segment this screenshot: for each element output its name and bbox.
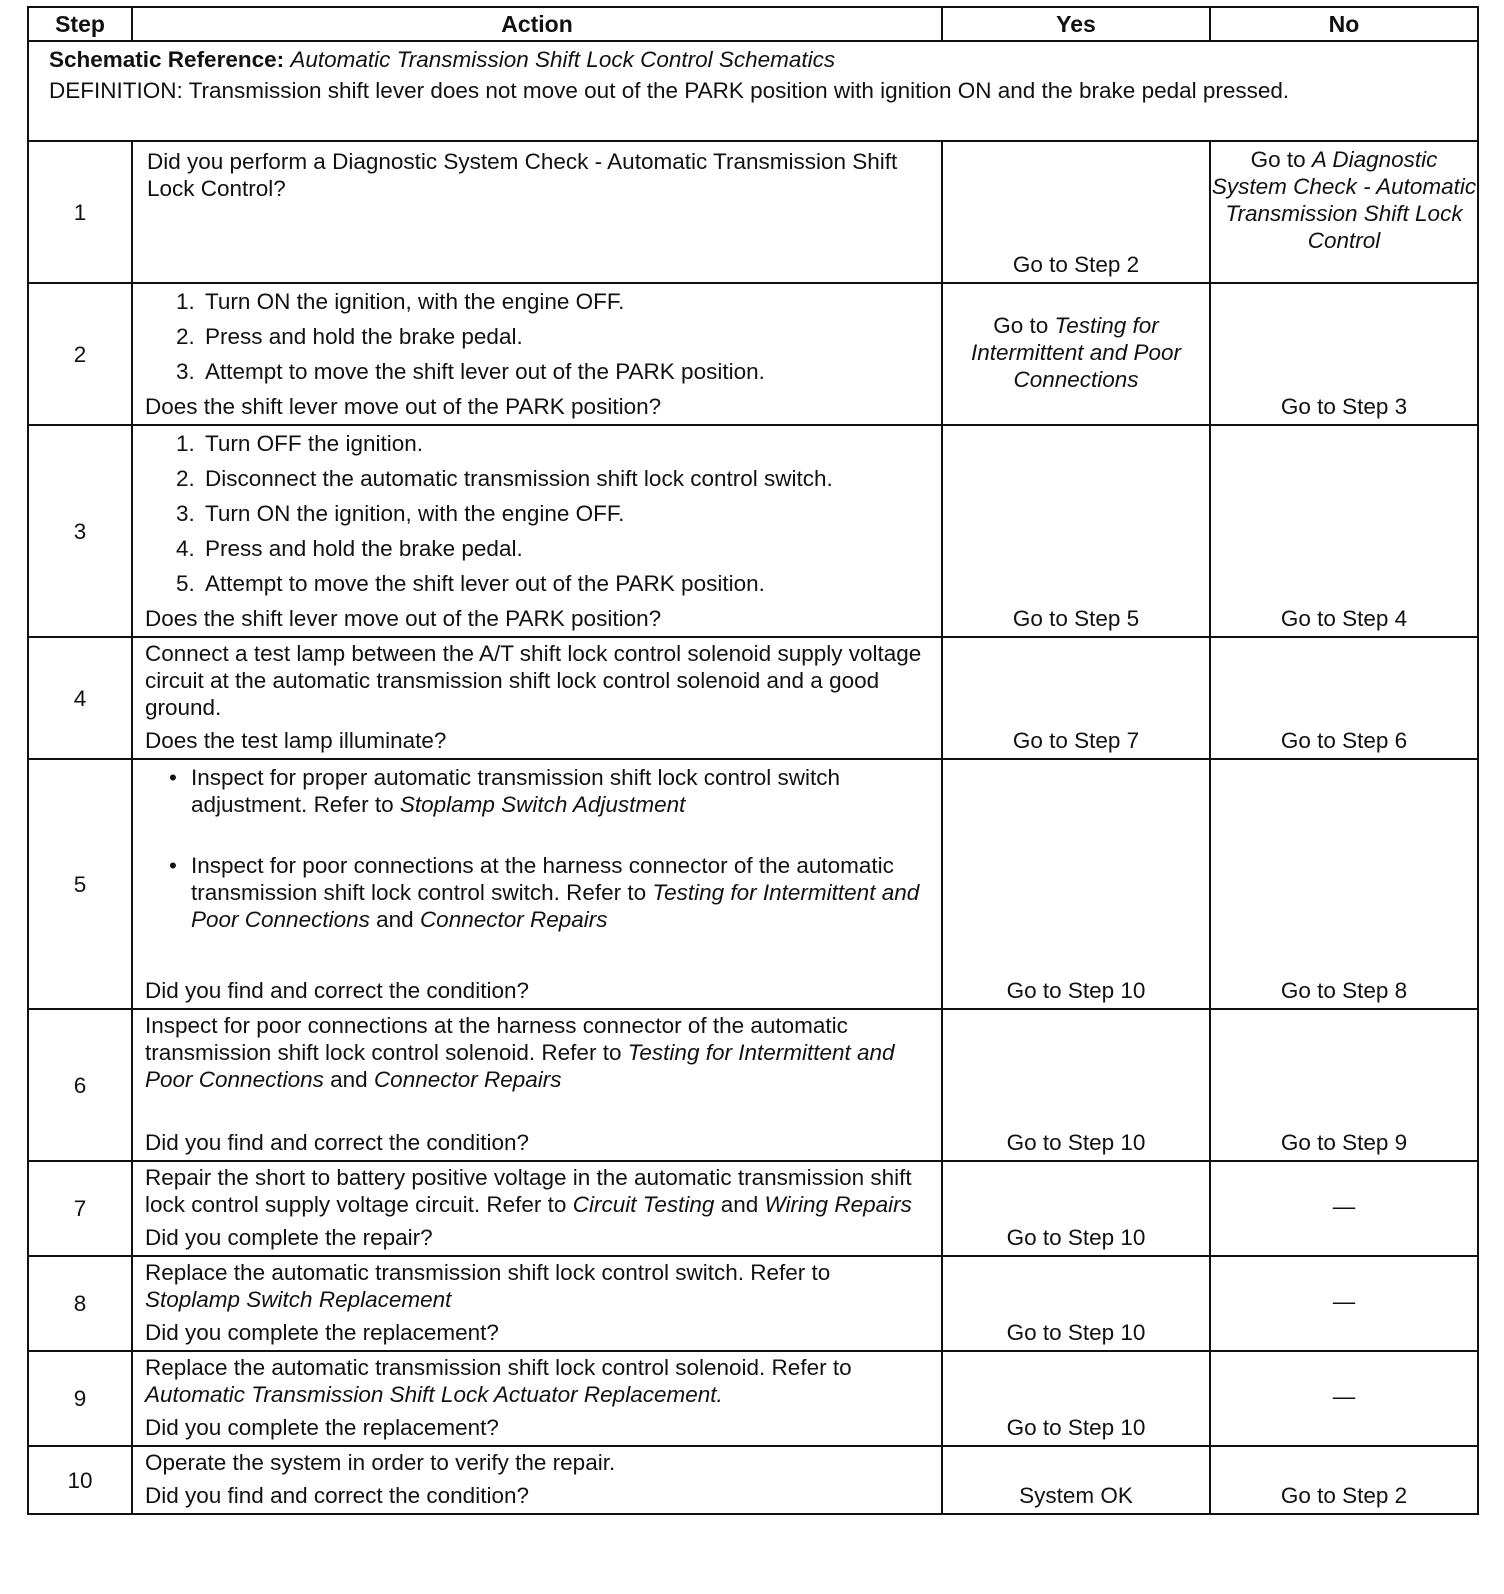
action-cell xyxy=(132,141,942,283)
table-row xyxy=(28,637,1478,759)
action-text xyxy=(145,1259,931,1313)
reference-row xyxy=(28,41,1478,141)
bullet-link[interactable]: Connector Repairs xyxy=(419,907,608,932)
no-prefix: Go to xyxy=(1250,147,1306,172)
step-number: 5 xyxy=(28,759,132,1009)
no-cell[interactable]: Go to Step 2 xyxy=(1210,1446,1478,1514)
yes-cell[interactable]: Go to Step 2 xyxy=(942,141,1210,283)
no-cell[interactable] xyxy=(1210,141,1478,283)
question-text: Does the shift lever move out of the PARK position? xyxy=(145,394,662,419)
action-text: Connect a test lamp between the A/T shift lock control solenoid supply voltage circuit at the automatic transmission shift lock control solenoid and a good ground. xyxy=(145,641,922,720)
action-link[interactable]: Stoplamp Switch Replacement xyxy=(145,1287,452,1312)
table-row xyxy=(28,759,1478,1009)
action-and: and xyxy=(330,1067,368,1092)
step-number: 2 xyxy=(28,283,132,425)
table-row xyxy=(28,425,1478,637)
action-link[interactable]: Testing for Intermittent and Poor Connections xyxy=(145,1040,895,1092)
step-number: 9 xyxy=(28,1351,132,1446)
header-row xyxy=(28,7,1478,41)
yes-cell[interactable]: Go to Step 10 xyxy=(942,1161,1210,1256)
step-number: 6 xyxy=(28,1009,132,1161)
bullet-link[interactable]: Stoplamp Switch Adjustment xyxy=(399,792,686,817)
list-item: 2. Disconnect the automatic transmission shift lock control switch. xyxy=(201,465,931,492)
bullet-text: Inspect for proper automatic transmission shift lock control switch adjustment. Refer to xyxy=(191,765,841,817)
question-text: Does the shift lever move out of the PARK position? xyxy=(145,606,662,631)
action-body: Replace the automatic transmission shift lock control solenoid. Refer to xyxy=(145,1355,852,1380)
yes-link[interactable]: Testing for Intermittent and Poor Connections xyxy=(970,312,1182,392)
list-item: 4. Press and hold the brake pedal. xyxy=(201,535,931,562)
action-text: Operate the system in order to verify the repair. xyxy=(145,1450,616,1475)
yes-cell[interactable]: Go to Step 7 xyxy=(942,637,1210,759)
action-body: Repair the short to battery positive voltage in the automatic transmission shift lock control supply voltage circuit. Refer to xyxy=(145,1165,912,1217)
action-body: Inspect for poor connections at the harness connector of the automatic transmission shift lock control solenoid. Refer to xyxy=(145,1013,848,1065)
table-row xyxy=(28,1351,1478,1446)
list-item: 5. Attempt to move the shift lever out of the PARK position. xyxy=(201,570,931,597)
step-number: 3 xyxy=(28,425,132,637)
question-text: Did you find and correct the condition? xyxy=(145,978,529,1003)
action-and: and xyxy=(720,1192,759,1217)
action-text xyxy=(145,1012,931,1093)
table-row xyxy=(28,1446,1478,1514)
step-number: 8 xyxy=(28,1256,132,1351)
no-cell[interactable]: Go to Step 3 xyxy=(1210,283,1478,425)
no-cell[interactable]: Go to Step 9 xyxy=(1210,1009,1478,1161)
bullet-item xyxy=(191,764,931,818)
question-text: Did you find and correct the condition? xyxy=(145,1130,529,1155)
step-number: 10 xyxy=(28,1446,132,1514)
bullet-and: and xyxy=(376,907,414,932)
action-body: Replace the automatic transmission shift lock control switch. Refer to xyxy=(145,1260,831,1285)
action-link[interactable]: Circuit Testing xyxy=(572,1192,715,1217)
step-number: 1 xyxy=(28,141,132,283)
no-cell[interactable]: Go to Step 8 xyxy=(1210,759,1478,1009)
list-item: 1. Turn OFF the ignition. xyxy=(201,430,931,457)
yes-cell[interactable]: Go to Step 10 xyxy=(942,1351,1210,1446)
yes-cell[interactable]: Go to Step 5 xyxy=(942,425,1210,637)
schematic-reference-label: Schematic Reference: xyxy=(49,47,285,72)
action-cell xyxy=(132,1009,942,1161)
yes-cell[interactable] xyxy=(942,283,1210,425)
table-row xyxy=(28,1161,1478,1256)
action-link[interactable]: Wiring Repairs xyxy=(764,1192,912,1217)
action-text xyxy=(145,1164,931,1218)
action-cell xyxy=(132,425,942,637)
step-number: 7 xyxy=(28,1161,132,1256)
yes-cell[interactable]: Go to Step 10 xyxy=(942,759,1210,1009)
yes-cell[interactable]: Go to Step 10 xyxy=(942,1009,1210,1161)
table-row xyxy=(28,141,1478,283)
table-row xyxy=(28,1256,1478,1351)
question-text: Does the test lamp illuminate? xyxy=(145,728,447,753)
action-cell xyxy=(132,637,942,759)
action-cell xyxy=(132,283,942,425)
list-item: 3. Turn ON the ignition, with the engine OFF. xyxy=(201,500,931,527)
list-item: 3. Attempt to move the shift lever out of the PARK position. xyxy=(201,358,931,385)
no-link[interactable]: A Diagnostic System Check - Automatic Transmission Shift Lock Control xyxy=(1211,147,1477,253)
bullet-item xyxy=(191,852,931,933)
action-link[interactable]: Automatic Transmission Shift Lock Actuator Replacement. xyxy=(145,1382,723,1407)
definition-text: DEFINITION: Transmission shift lever does not move out of the PARK position with ignition ON and the brake pedal pressed. xyxy=(49,78,1290,103)
question-text: Did you complete the replacement? xyxy=(145,1320,499,1345)
table-row xyxy=(28,283,1478,425)
table-row xyxy=(28,1009,1478,1161)
reference-cell xyxy=(28,41,1478,141)
action-text: Did you perform a Diagnostic System Check - Automatic Transmission Shift Lock Control? xyxy=(147,149,898,201)
header-no: No xyxy=(1210,7,1478,41)
action-cell xyxy=(132,1446,942,1514)
no-cell[interactable]: Go to Step 6 xyxy=(1210,637,1478,759)
question-text: Did you find and correct the condition? xyxy=(145,1483,529,1508)
step-number: 4 xyxy=(28,637,132,759)
action-cell xyxy=(132,1256,942,1351)
list-item: 2. Press and hold the brake pedal. xyxy=(201,323,931,350)
header-step: Step xyxy=(28,7,132,41)
bullet-link[interactable]: Testing for Intermittent and Poor Connections xyxy=(191,880,920,932)
action-cell xyxy=(132,1161,942,1256)
list-item: 1. Turn ON the ignition, with the engine OFF. xyxy=(201,288,931,315)
action-link[interactable]: Connector Repairs xyxy=(373,1067,562,1092)
question-text: Did you complete the repair? xyxy=(145,1225,433,1250)
question-text: Did you complete the replacement? xyxy=(145,1415,499,1440)
no-cell[interactable]: Go to Step 4 xyxy=(1210,425,1478,637)
schematic-reference-link[interactable]: Automatic Transmission Shift Lock Control Schematics xyxy=(290,47,836,72)
action-text xyxy=(145,1354,931,1408)
yes-prefix: Go to xyxy=(993,312,1049,338)
action-cell xyxy=(132,759,942,1009)
no-cell: — xyxy=(1210,1161,1478,1256)
action-cell xyxy=(132,1351,942,1446)
bullet-text: Inspect for poor connections at the harness connector of the automatic transmission shift lock control switch. Refer to xyxy=(191,853,894,905)
yes-cell[interactable]: Go to Step 10 xyxy=(942,1256,1210,1351)
diagnostic-table xyxy=(27,6,1479,1515)
no-cell: — xyxy=(1210,1256,1478,1351)
header-action: Action xyxy=(132,7,942,41)
header-yes: Yes xyxy=(942,7,1210,41)
no-cell: — xyxy=(1210,1351,1478,1446)
yes-cell: System OK xyxy=(942,1446,1210,1514)
